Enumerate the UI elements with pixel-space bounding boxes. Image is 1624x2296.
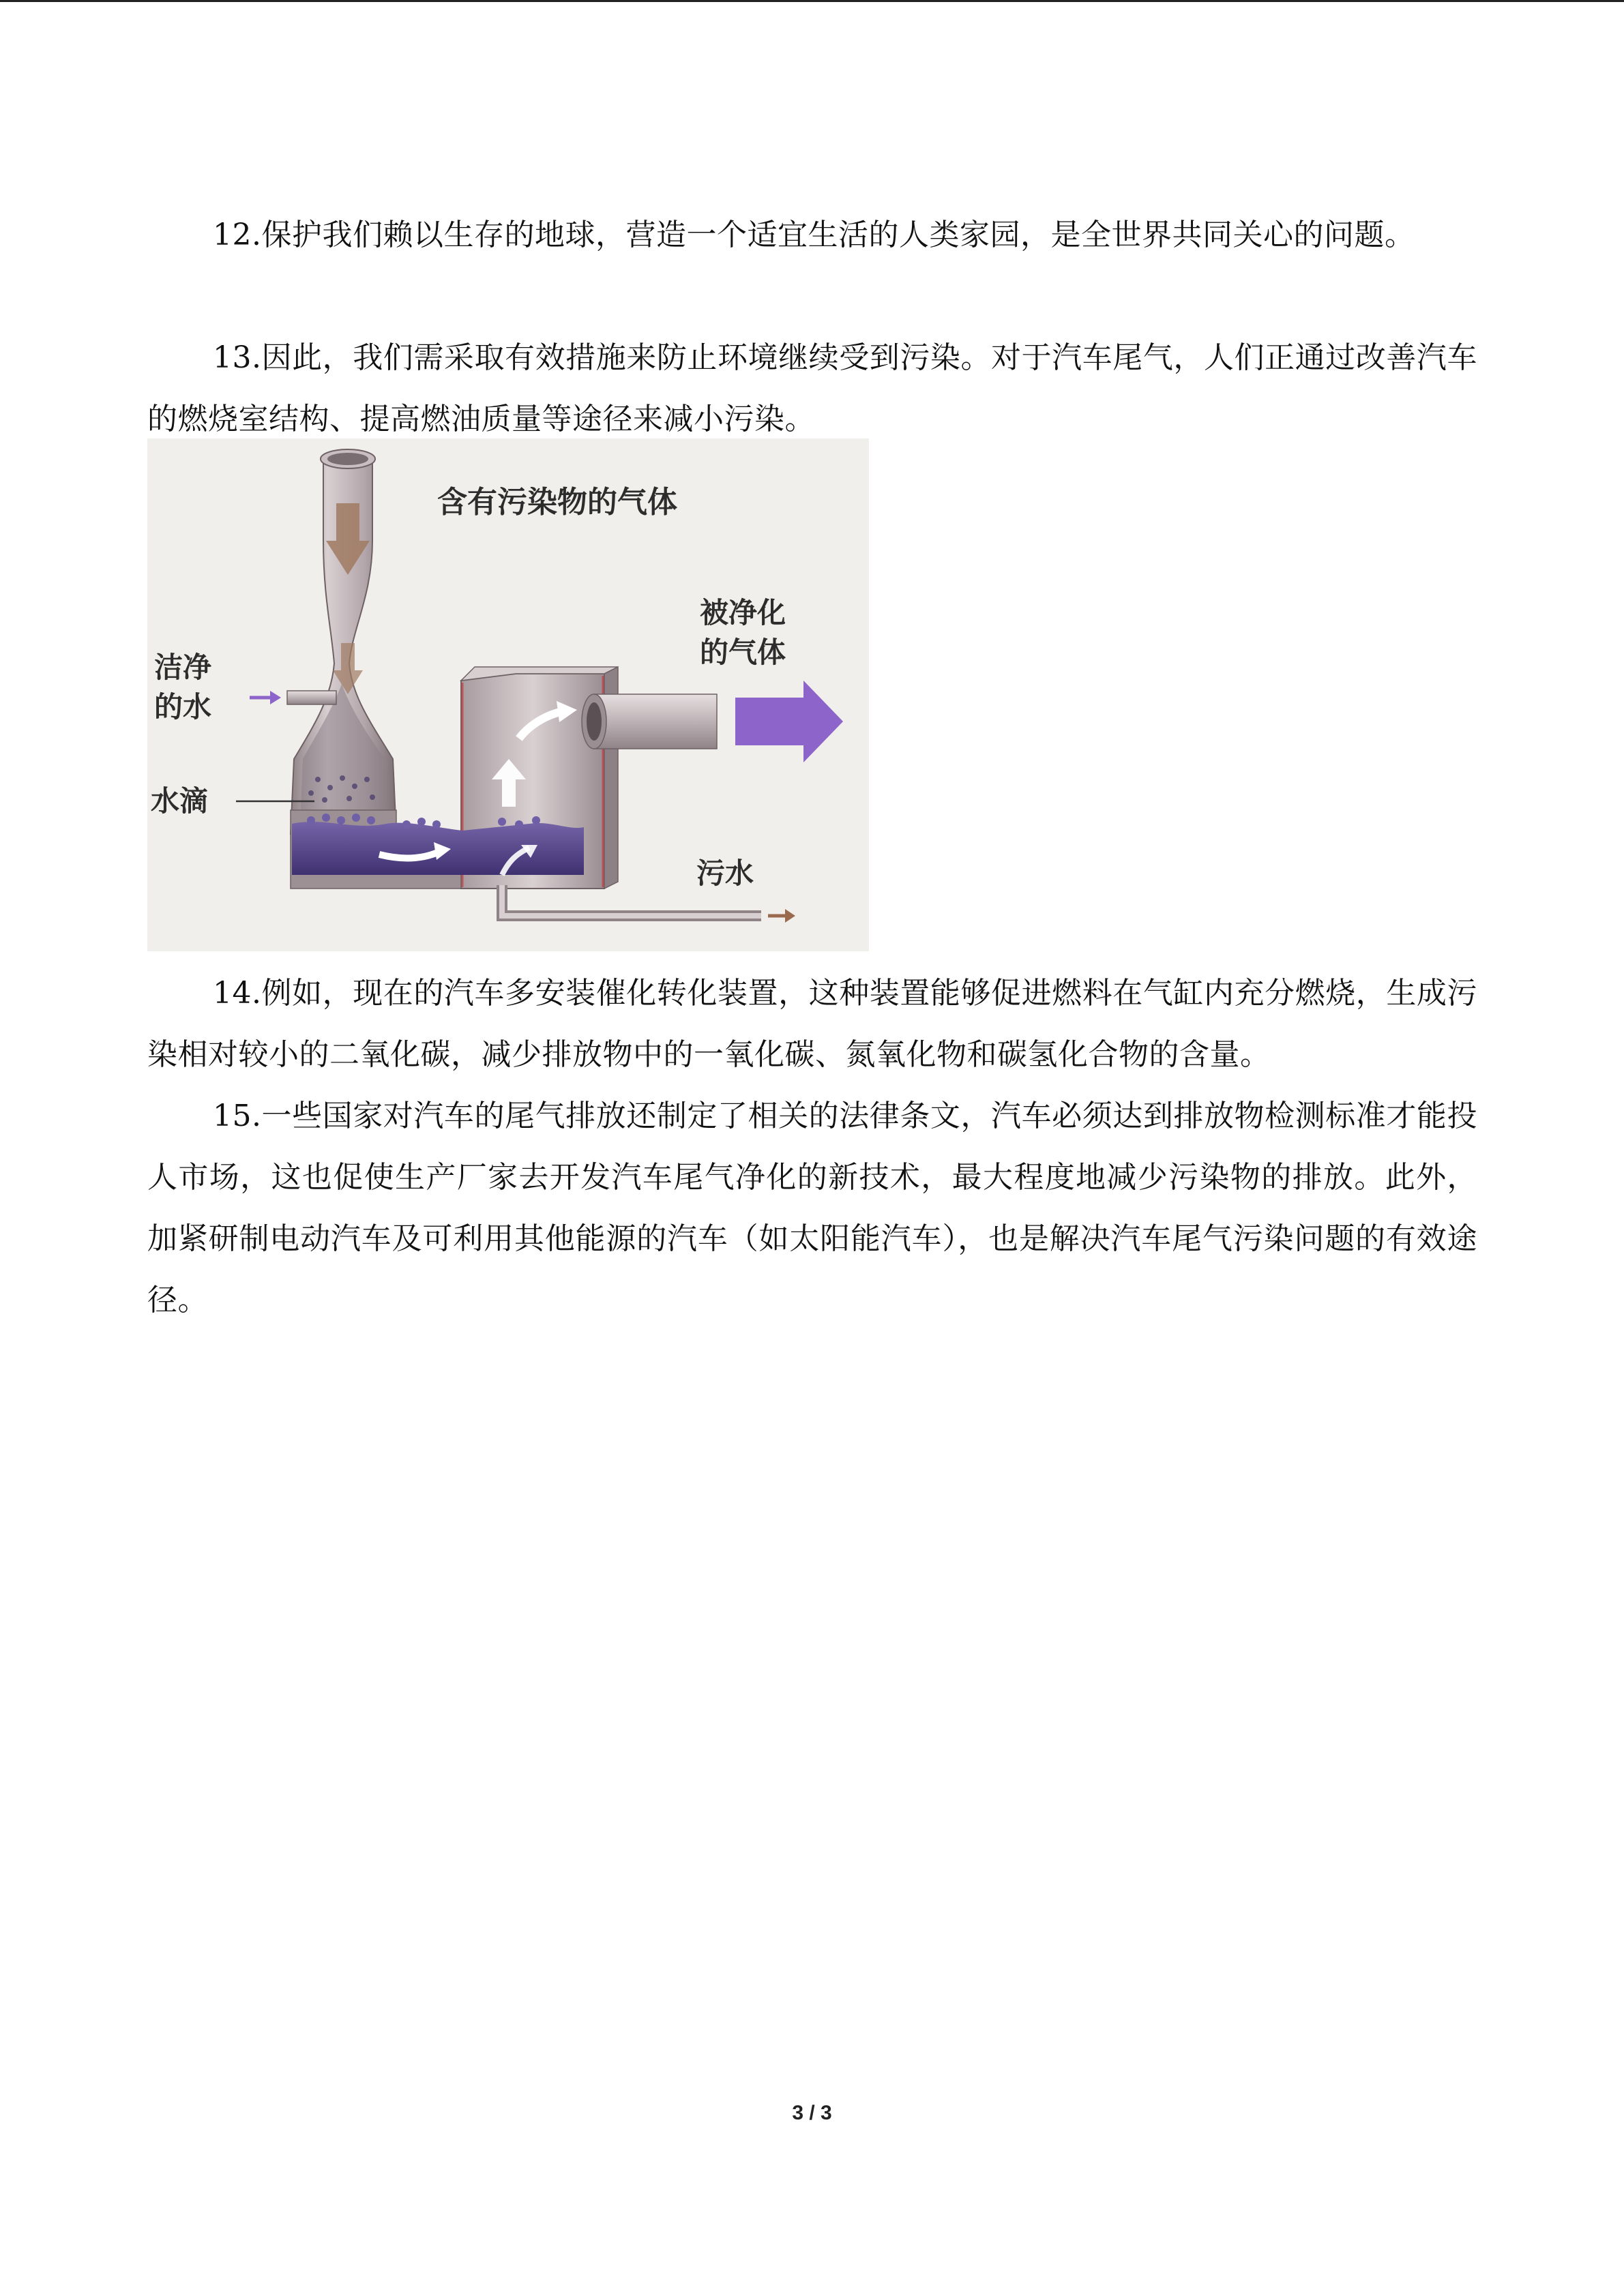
exhaust-purifier-diagram	[147, 438, 869, 951]
label-purified-gas-line2: 的气体	[700, 636, 786, 669]
exhaust-purifier-figure	[147, 438, 869, 951]
label-clean-water-line2: 的水	[154, 690, 212, 724]
label-polluted-gas: 含有污染物的气体	[437, 485, 677, 520]
label-droplets: 水滴	[151, 784, 209, 818]
paragraph-12: 12.保护我们赖以生存的地球，营造一个适宜生活的人类家园，是全世界共同关心的问题。	[213, 218, 1415, 252]
label-purified-gas-line1: 被净化	[700, 596, 786, 629]
paragraph-14: 14.例如，现在的汽车多安装催化转化装置，这种装置能够促进燃料在气缸内充分燃烧，生成污染相对较小的二氧化碳，减少排放物中的一氧化碳、氮氧化物和碳氢化合物的含量。	[147, 976, 1477, 1072]
paragraph-15: 15.一些国家对汽车的尾气排放还制定了相关的法律条文，汽车必须达到排放物检测标准才能投人市场，这也促使生产厂家去开发汽车尾气净化的新技术，最大程度地减少污染物的排放。此外，加紧研制电动汽车及可利用其他能源的汽车（如太阳能汽车），也是解决汽车尾气污染问题的有效途径。	[147, 1099, 1477, 1317]
top-border-line	[0, 0, 1624, 2]
label-sewage: 污水	[696, 856, 754, 890]
label-clean-water-line1: 洁净	[154, 651, 212, 684]
page-number: 3 / 3	[792, 2102, 832, 2124]
paragraph-13: 13.因此，我们需采取有效措施来防止环境继续受到污染。对于汽车尾气，人们正通过改善汽车的燃烧室结构、提高燃油质量等途径来减小污染。	[147, 340, 1477, 436]
